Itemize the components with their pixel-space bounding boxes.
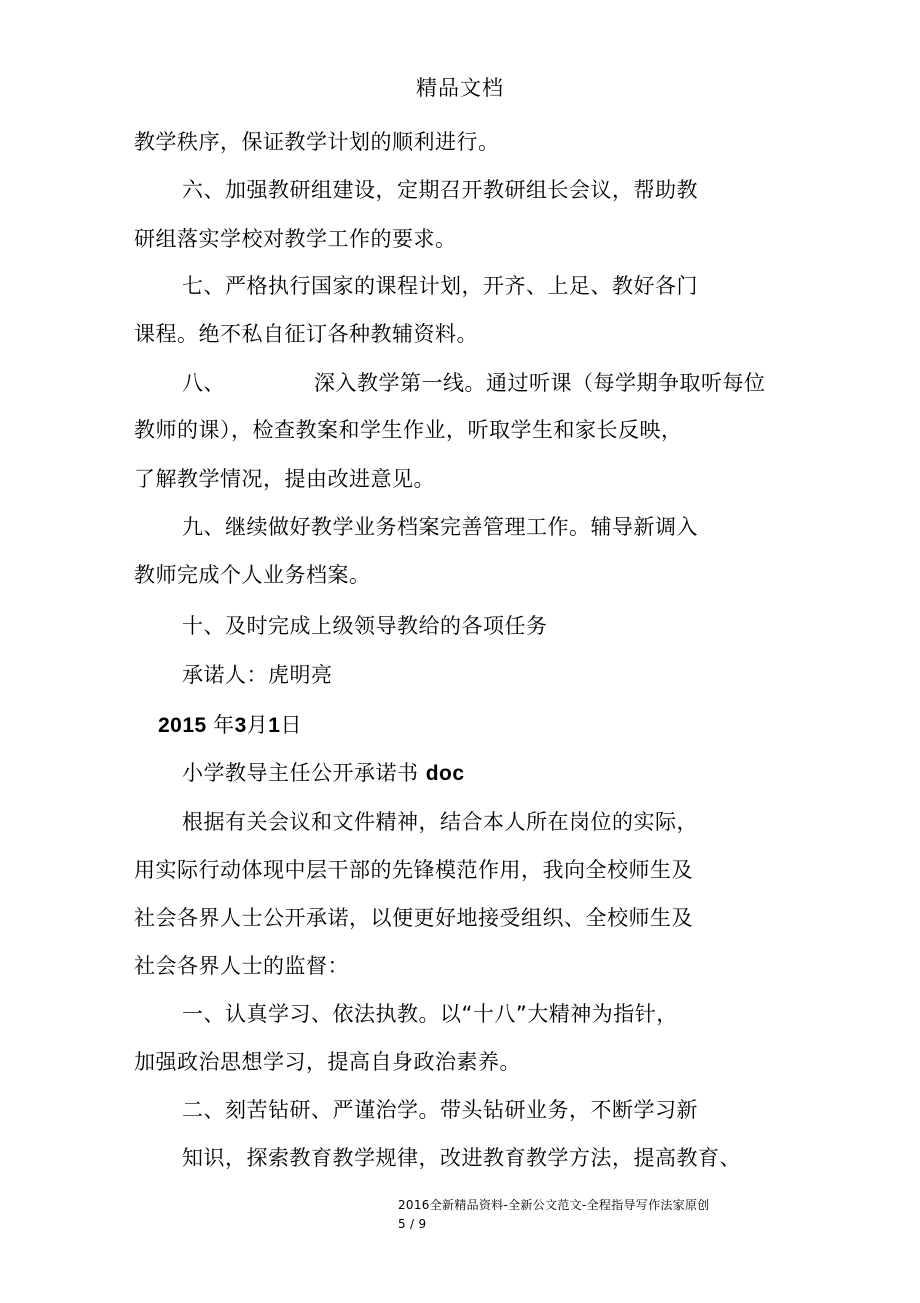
body-line: 根据有关会议和文件精神，结合本人所在岗位的实际， [182,810,698,834]
body-line: 十、及时完成上级领导教给的各项任务 [182,614,548,638]
date-month-suffix: 月 [246,713,269,737]
body-line: 七、严格执行国家的课程计划，开齐、上足、教好各门 [182,274,698,298]
body-line: 八、 [182,371,225,395]
date-line [158,711,302,740]
body-line: 二、刻苦钻研、严谨治学。带头钻研业务，不断学习新 [182,1098,698,1122]
body-line: 教师完成个人业务档案。 [134,563,371,587]
body-line: 深入教学第一线。通过听课（每学期争取听每位 [314,371,766,395]
doc-title-ext: doc [425,762,465,785]
body-line: 了解教学情况，提由改进意见。 [134,467,435,491]
body-line: 六、加强教研组建设，定期召开教研组长会议，帮助教 [182,178,698,202]
body-line: 社会各界人士公开承诺，以便更好地接受组织、全校师生及 [134,906,693,930]
page-number: 5 / 9 [398,1217,427,1231]
date-day-suffix: 日 [280,713,302,737]
body-line: 九、继续做好教学业务档案完善管理工作。辅导新调入 [182,515,698,539]
body-line: 用实际行动体现中层干部的先锋模范作用，我向全校师生及 [134,858,693,882]
body-line: 研组落实学校对教学工作的要求。 [134,227,457,251]
date-day: 1 [268,714,281,737]
body-line: 社会各界人士的监督： [134,954,349,978]
body-line: 教学秩序，保证教学计划的顺利进行。 [134,130,500,154]
page-header-title: 精品文档 [416,76,504,100]
doc-title-cn: 小学教导主任公开承诺书 [182,761,419,785]
doc-title [182,759,465,788]
date-month: 3 [234,714,247,737]
body-line: 一、认真学习、依法执教。以“十八”大精神为指针， [182,1002,678,1026]
footer-note: 2016全新精品资料-全新公文范文-全程指导写作法家原创 [398,1198,710,1212]
body-line: 课程。绝不私自征订各种教辅资料。 [134,322,478,346]
date-year: 2015 [158,714,207,737]
body-line: 教师的课），检查教案和学生作业，听取学生和家长反映， [134,418,683,442]
body-line: 知识，探索教育教学规律，改进教育教学方法，提高教育、 [182,1146,741,1170]
body-line: 加强政治思想学习，提高自身政治素养。 [134,1050,521,1074]
date-year-suffix: 年 [213,713,235,737]
signatory-line: 承诺人：虎明亮 [182,663,333,687]
